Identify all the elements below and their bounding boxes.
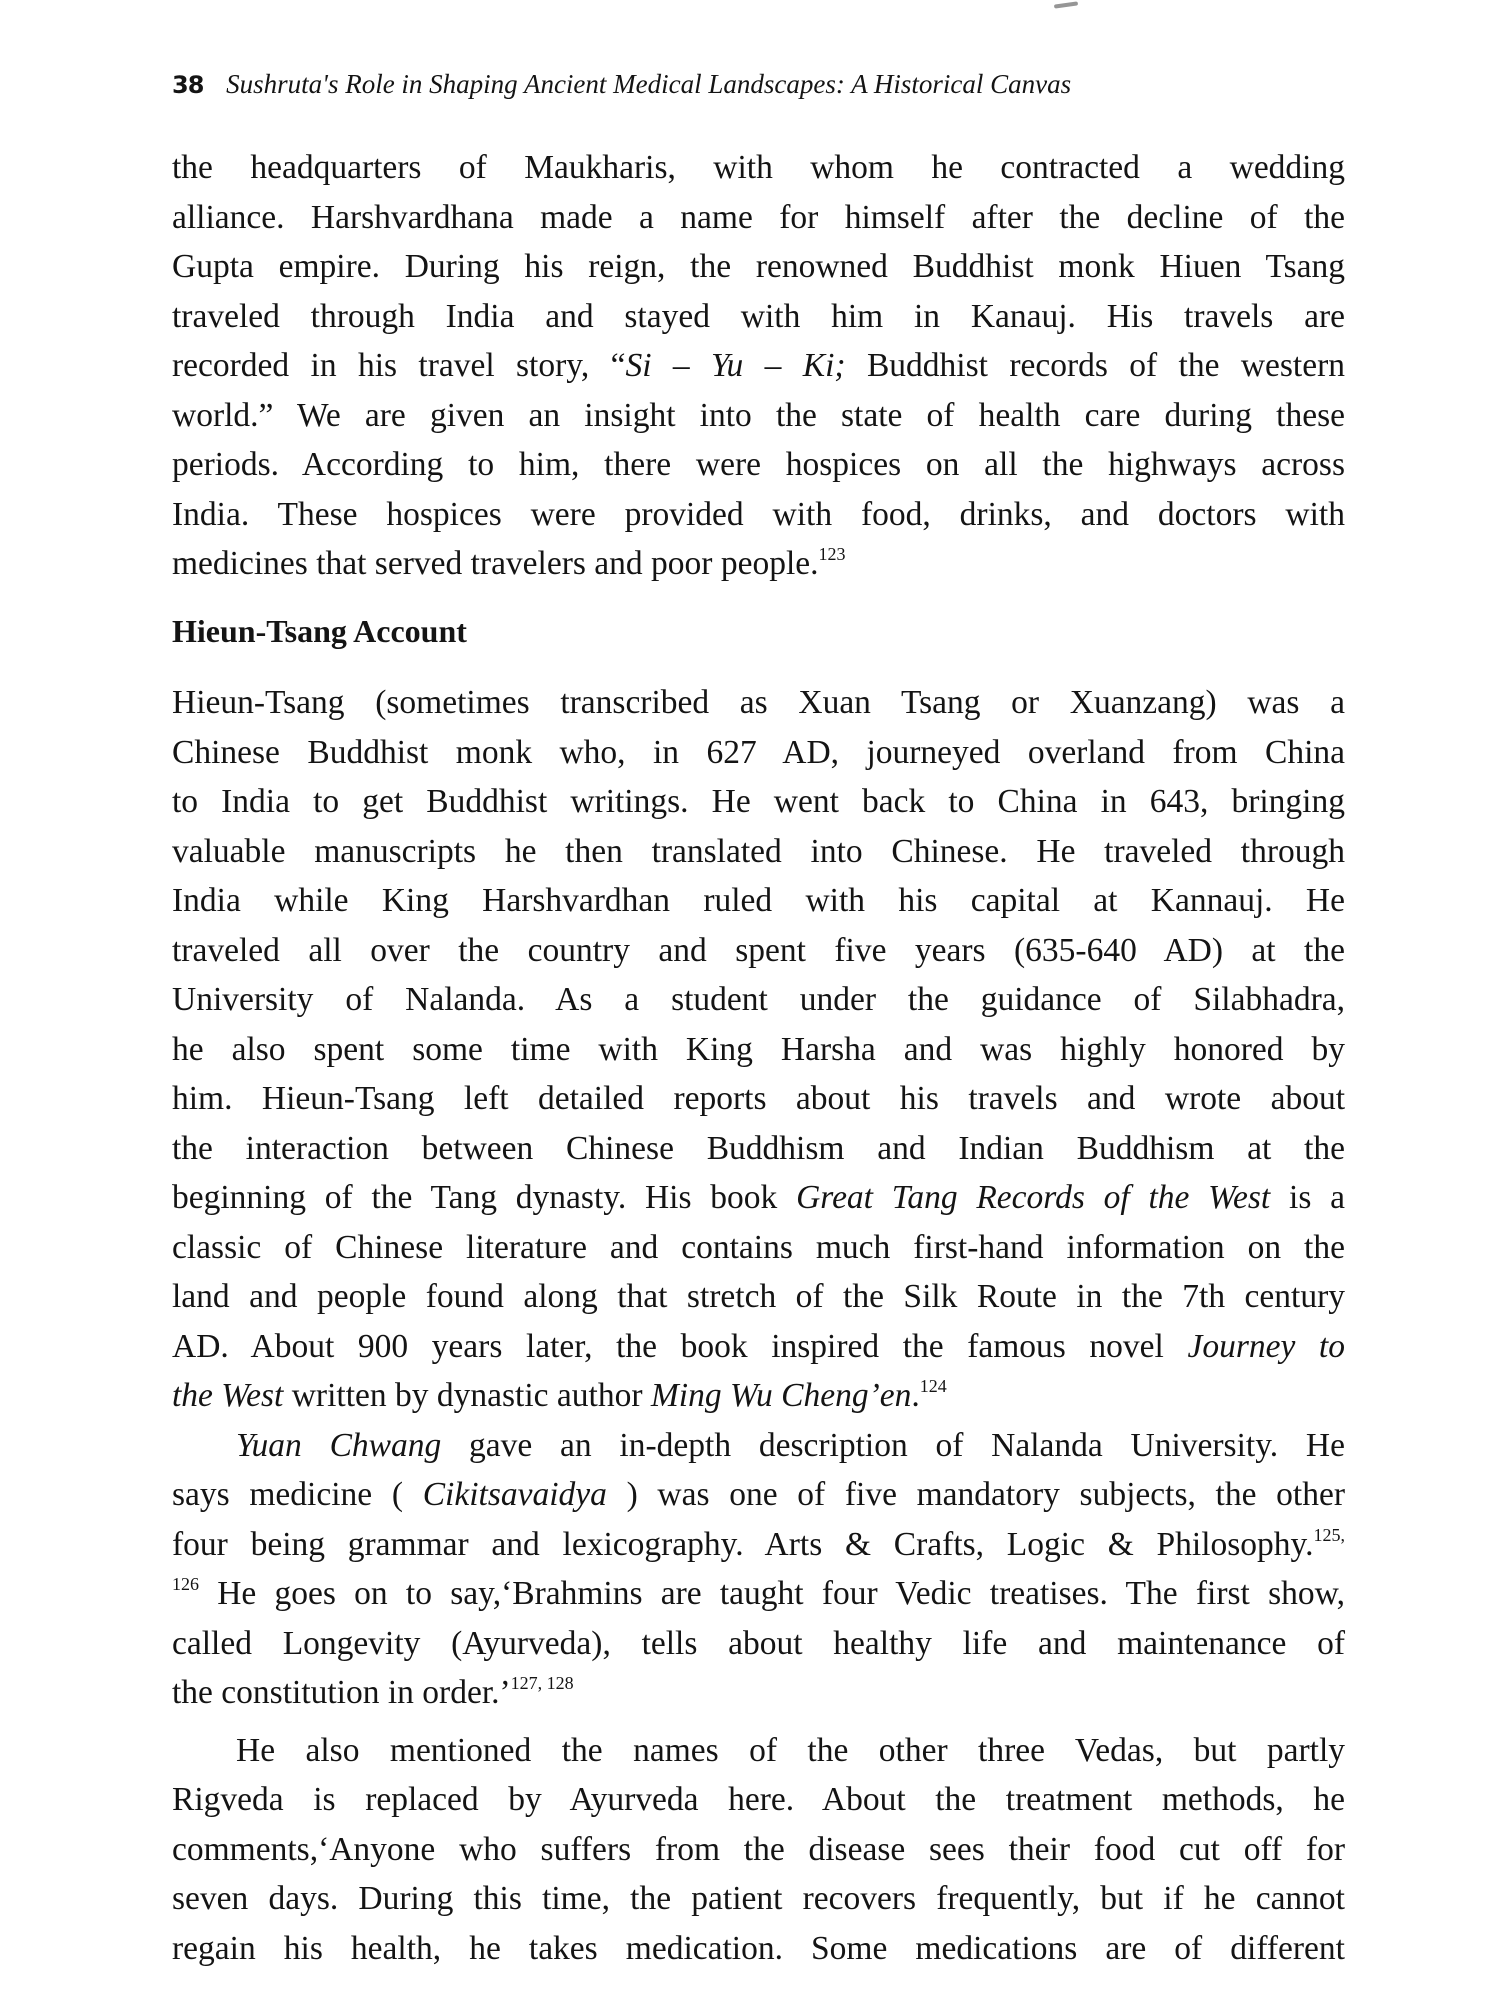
running-title: Sushruta's Role in Shaping Ancient Medical Landscapes: A Historical Canvas xyxy=(226,69,1072,99)
text-line xyxy=(172,1470,1345,1520)
text-run: the constitution in order.’ xyxy=(172,1674,511,1711)
text-line: he also spent some time with King Harsha and was highly honored by xyxy=(172,1030,1345,1068)
text-line: traveled all over the country and spent five years (635-640 AD) at the xyxy=(172,931,1345,969)
text-line: the headquarters of Maukharis, with whom he contracted a wedding xyxy=(172,149,1345,186)
running-header xyxy=(172,64,1352,105)
text-line: traveled through India and stayed with him in Kanauj. His travels are xyxy=(172,297,1345,335)
text-run: Buddhist records of the western xyxy=(845,347,1345,384)
text-line: him. Hieun-Tsang left detailed reports about his travels and wrote about xyxy=(172,1080,1345,1117)
paragraph-continued xyxy=(172,143,1345,589)
italic-title: Journey to xyxy=(1187,1327,1345,1365)
text-line: Hieun-Tsang (sometimes transcribed as Xuan Tsang or Xuanzang) was a xyxy=(172,684,1345,721)
text-run: AD. About 900 years later, the book inspired the famous novel xyxy=(172,1327,1188,1365)
text-line: to India to get Buddhist writings. He went back to China in 643, bringing xyxy=(172,783,1345,820)
text-line: India. These hospices were provided with food, drinks, and doctors with xyxy=(172,495,1345,533)
text-run: medicines that served travelers and poor people. xyxy=(172,545,819,582)
text-line: Rigveda is replaced by Ayurveda here. About the treatment methods, he xyxy=(172,1781,1345,1818)
text-line: Chinese Buddhist monk who, in 627 AD, journeyed overland from China xyxy=(172,733,1345,771)
text-line: land and people found along that stretch of the Silk Route in the 7th century xyxy=(172,1278,1345,1315)
page-number: 38 xyxy=(172,71,204,99)
footnote-ref: 123 xyxy=(818,544,846,564)
italic-title: the West xyxy=(172,1377,284,1414)
text-line: alliance. Harshvardhana made a name for himself after the decline of the xyxy=(172,198,1345,236)
text-line xyxy=(172,1421,1345,1471)
text-line xyxy=(172,1520,1345,1570)
text-run: ) was one of five mandatory subjects, the other xyxy=(606,1476,1345,1513)
text-line xyxy=(172,1322,1345,1372)
text-line xyxy=(172,1371,1345,1421)
footnote-ref: 125, xyxy=(1313,1524,1345,1545)
paragraph xyxy=(172,1421,1345,1718)
text-line: called Longevity (Ayurveda), tells about healthy life and maintenance of xyxy=(172,1624,1345,1662)
footnote-ref: 127, 128 xyxy=(510,1673,574,1693)
text-line: regain his health, he takes medication. Some medications are of different xyxy=(172,1929,1345,1967)
text-line xyxy=(172,341,1345,391)
text-run: is a xyxy=(1270,1179,1345,1216)
text-run: beginning of the Tang dynasty. His book xyxy=(172,1179,797,1216)
page-body xyxy=(172,143,1345,1973)
text-line xyxy=(172,1569,1345,1619)
text-line: periods. According to him, there were hospices on all the highways across xyxy=(172,446,1345,483)
text-line xyxy=(172,1668,1345,1718)
text-line: the interaction between Chinese Buddhism and Indian Buddhism at the xyxy=(172,1129,1345,1167)
paragraph xyxy=(172,678,1345,1421)
text-run: four being grammar and lexicography. Arts & Crafts, Logic & Philosophy. xyxy=(172,1525,1314,1563)
footnote-ref: 126 xyxy=(172,1574,199,1594)
italic-name: Ming Wu Cheng’en xyxy=(650,1377,912,1414)
text-run: . xyxy=(911,1377,920,1414)
paragraph-spacing xyxy=(172,1718,1345,1726)
text-line: India while King Harshvardhan ruled with his capital at Kannauj. He xyxy=(172,882,1345,919)
italic-title: Great Tang Records of the West xyxy=(796,1179,1271,1216)
paragraph xyxy=(172,1726,1345,1974)
text-line: comments,‘Anyone who suffers from the disease sees their food cut off for xyxy=(172,1830,1345,1868)
text-line: classic of Chinese literature and contains much first-hand information on the xyxy=(172,1228,1345,1266)
text-run: written by dynastic author xyxy=(283,1377,651,1414)
italic-title: Si – Yu – Ki; xyxy=(625,347,846,384)
section-heading: Hieun-Tsang Account xyxy=(172,612,467,649)
text-run: gave an in-depth description of Nalanda University. He xyxy=(441,1426,1345,1464)
text-line: valuable manuscripts he then translated into Chinese. He traveled through xyxy=(172,832,1345,870)
text-line: Gupta empire. During his reign, the renowned Buddhist monk Hiuen Tsang xyxy=(172,248,1345,285)
text-line xyxy=(172,539,1345,589)
footnote-ref: 124 xyxy=(919,1376,947,1396)
text-run: He goes on to say,‘Brahmins are taught four Vedic treatises. The first show, xyxy=(199,1575,1345,1612)
text-run: recorded in his travel story, “ xyxy=(172,347,626,384)
text-line: He also mentioned the names of the other three Vedas, but partly xyxy=(236,1731,1345,1769)
text-line: world.” We are given an insight into the state of health care during these xyxy=(172,396,1345,434)
italic-term: Cikitsavaidya xyxy=(422,1476,607,1513)
text-line: University of Nalanda. As a student under the guidance of Silabhadra, xyxy=(172,981,1345,1018)
scan-artifact-mark xyxy=(1054,1,1078,8)
italic-name: Yuan Chwang xyxy=(236,1426,442,1464)
text-line xyxy=(172,1173,1345,1223)
text-line: seven days. During this time, the patient recovers frequently, but if he cannot xyxy=(172,1880,1345,1917)
text-run: says medicine ( xyxy=(172,1476,423,1513)
